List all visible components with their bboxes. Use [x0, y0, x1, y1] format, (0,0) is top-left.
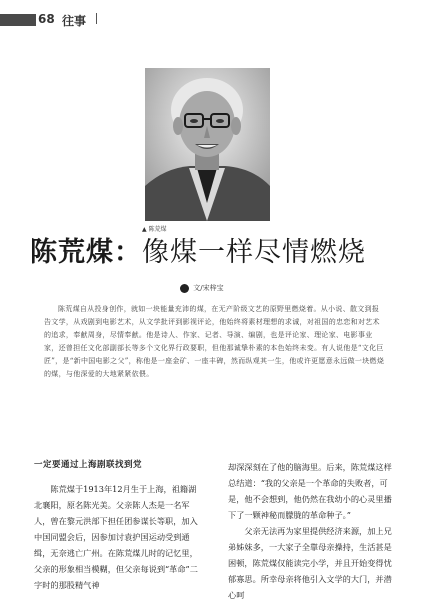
byline-text: 文/宋梓宝: [193, 284, 224, 292]
title-subtitle: 像煤一样尽情燃烧: [142, 237, 366, 268]
body-column-right: [228, 459, 394, 603]
abstract-text: 陈荒煤自从投身创作，就如一块能量充沛的煤，在无产阶级文艺的原野里燃烧着。从小说、散文到报告文学，从戏剧到电影艺术，从文学批评到影视评论，他始终将素材理想的求诚，对祖国的忠恋和对艺术的追求，奉献周身，尽情奉献。他是诗人、作家、记者、导演、编剧，也是评论家、理论家、电影事业家，还曾担任文化部副部长等多个文化界行政要职，但他那诚挚朴素的本色始终未变。有人说他是“文化巨匠”，是“新中国电影之父”，称他是一座金矿、一座丰碑，然而纵观其一生，他或许更愿意永远做一块燃烧的煤，与他深爱的大地紧紧依偎。: [44, 305, 385, 378]
page-header: [0, 0, 427, 30]
section-heading: 一定要通过上海剧联找到党: [34, 460, 143, 470]
article-title: [30, 236, 400, 270]
header-separator: [96, 13, 97, 24]
byline: [180, 283, 224, 293]
page-number: 68: [38, 12, 55, 26]
portrait-photo: [145, 68, 270, 221]
body-paragraph: 陈荒煤于1913年12月生于上海，祖籍湖北襄阳，原名陈光美。父亲陈人杰是一名军人，曾在黎元洪部下担任团参谋长等职，加入中国同盟会后，因参加讨袁护国运动受到通缉，无奈逃亡广州。在陈荒煤儿时的记忆里，父亲的形象相当模糊，但父亲每说到“革命”二字时的那股精气神: [34, 484, 198, 590]
header-bar: [0, 14, 36, 26]
title-colon: ：: [114, 237, 142, 268]
article-abstract: [44, 303, 386, 381]
photo-caption: ▲ 陈荒煤: [142, 226, 167, 233]
section-title: 往事: [62, 14, 87, 28]
body-column-left: [34, 457, 200, 593]
body-paragraph: 父亲无法再为家里提供经济来源，加上兄弟姊妹多，一大家子全靠母亲操持，生活甚是困顿，陈荒煤仅能读完小学，并且开始变得忧郁寡思。所幸母亲将他引入文学的大门，并潜心呵: [228, 526, 392, 600]
title-main: 陈荒煤: [30, 237, 114, 268]
body-paragraph: 却深深刻在了他的脑海里。后来，陈荒煤这样总结道：“我的父亲是一个革命的失败者，可是，他不会想到，他仍然在我幼小的心灵里播下了一颗神秘而朦胧的革命种子。”: [228, 462, 392, 520]
byline-mark-icon: [180, 284, 189, 293]
